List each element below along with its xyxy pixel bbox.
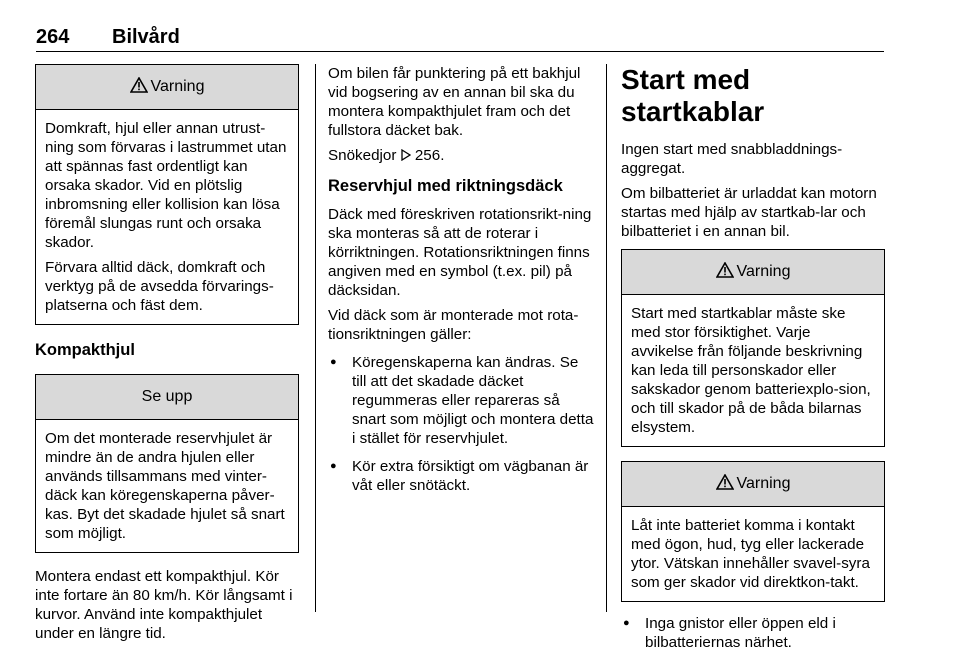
warning-box-body	[622, 295, 884, 446]
warning-text: Förvara alltid däck, domkraft och verktyg på de avsedda förvarings-platserna och fäst dem.	[45, 259, 274, 314]
bullet-list	[621, 614, 885, 652]
warning-box-header	[36, 65, 298, 110]
warning-triangle-icon	[130, 77, 148, 93]
column-2	[328, 64, 594, 501]
caution-box-body	[36, 420, 298, 552]
warning-box-body	[36, 110, 298, 324]
warning-title: Varning	[736, 263, 791, 280]
heading-reservhjul: Reservhjul med riktningsdäck	[328, 177, 563, 195]
paragraph-rotation: Vid däck som är monterade mot rota-tionsriktningen gäller:	[328, 307, 579, 343]
snow-chains-reference	[328, 146, 594, 165]
warning-text: Start med startkablar måste ske med stor försiktighet. Varje avvikelse från följande beskrivning kan leda till personskador eller sakskador genom batteriexplo-sion, och till skador på de båda bilarnas elsystem.	[631, 305, 871, 436]
paragraph-punktering: Om bilen får punktering på ett bakhjul vid bogsering av en annan bil ska du montera kompakthjulet fram och det fullstora däcket bak.	[328, 65, 581, 139]
warning-box-3	[621, 461, 885, 602]
warning-title: Varning	[150, 78, 205, 95]
snow-chains-page: 256.	[414, 147, 445, 164]
caution-text: Om det monterade reservhjulet är mindre än de andra hjulen eller används tillsammans med vinter-däck kan köregenskaperna påver-kas. Byt det skadade hjulet så snart som möjligt.	[45, 430, 285, 542]
column-divider-1	[315, 64, 316, 612]
warning-box-header	[622, 462, 884, 507]
page-number: 264	[36, 26, 70, 48]
warning-text: Låt inte batteriet komma i kontakt med ögon, hud, tyg eller lackerade ytor. Vätskan innehåller svavel-syra som ger skador vid direktkon-takt.	[631, 517, 870, 591]
warning-text: Domkraft, hjul eller annan utrust-ning som förvaras i lastrummet utan att spännas fast ordentligt kan orsaka skador. Vid en plötslig inbromsning eller kollision kan lösa föremål slungas runt och orsaka skador.	[45, 120, 287, 251]
bullet-list	[328, 353, 594, 495]
paragraph-riktning: Däck med föreskriven rotationsrikt-ning ska monteras så att de roterar i körriktningen. Rotationsriktningen finns angiven med en symbol (t.ex. pil) på däcksidan.	[328, 206, 592, 299]
warning-triangle-icon	[716, 262, 734, 278]
heading-kompakthjul: Kompakthjul	[35, 341, 135, 359]
header-rule	[36, 51, 884, 52]
warning-box-body	[622, 507, 884, 601]
paragraph-kompakthjul: Montera endast ett kompakthjul. Kör inte fortare än 80 km/h. Kör långsamt i kurvor. Använd inte kompakthjulet under en längre tid.	[35, 568, 293, 642]
warning-box-1	[35, 64, 299, 325]
paragraph-snabbladdning: Ingen start med snabbladdnings-aggregat.	[621, 141, 843, 177]
heading-startkablar: Start med startkablar	[621, 64, 765, 127]
section-title: Bilvård	[112, 26, 180, 48]
warning-title: Varning	[736, 475, 791, 492]
column-3	[621, 64, 885, 658]
paragraph-urladdat: Om bilbatteriet är urladdat kan motorn startas med hjälp av startkab-lar och bilbatteriet i en annan bil.	[621, 185, 877, 240]
list-item: ● Köregenskaperna kan ändras. Se till att det skadade däcket regummeras eller repareras så snart som möjligt och montera detta i stället för reservhjulet.	[328, 353, 594, 448]
list-item: ● Kör extra försiktigt om vägbanan är våt eller snötäckt.	[328, 457, 594, 495]
warning-triangle-icon	[716, 474, 734, 490]
caution-box-header	[36, 375, 298, 420]
column-divider-2	[606, 64, 607, 612]
warning-box-header	[622, 250, 884, 295]
page-header	[36, 24, 884, 50]
warning-box-2	[621, 249, 885, 447]
column-1	[35, 64, 299, 649]
caution-title: Se upp	[141, 388, 193, 405]
snow-chains-label: Snökedjor	[328, 147, 397, 164]
caution-box	[35, 374, 299, 553]
list-item: ● Inga gnistor eller öppen eld i bilbatteriernas närhet.	[621, 614, 885, 652]
page-reference-icon	[401, 149, 411, 161]
